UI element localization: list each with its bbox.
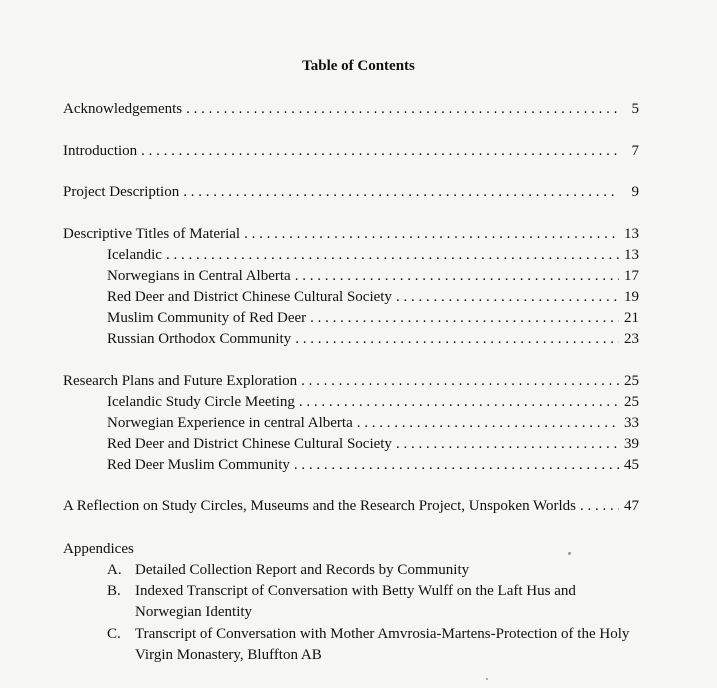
toc-entry-label: Introduction — [63, 143, 138, 159]
toc-entry-page: 47 — [624, 498, 639, 514]
toc-entry-page: 19 — [624, 289, 639, 305]
appendix-item[interactable] — [107, 582, 576, 600]
toc-entry-label: Red Deer and District Chinese Cultural Society — [107, 436, 392, 452]
scan-speck — [486, 678, 488, 680]
toc-subentry[interactable] — [107, 435, 639, 453]
leader-dots — [580, 497, 619, 515]
toc-entry-label: Norwegian Experience in central Alberta — [107, 415, 353, 431]
toc-entry-page: 21 — [624, 310, 639, 326]
appendix-title: Detailed Collection Report and Records by Community — [135, 562, 470, 578]
appendix-item[interactable] — [107, 625, 629, 643]
leader-dots — [183, 183, 619, 201]
toc-entry-page: 45 — [624, 457, 639, 473]
toc-subentry[interactable] — [107, 309, 639, 327]
leader-dots — [396, 288, 619, 306]
toc-entry-label: Descriptive Titles of Material — [63, 226, 241, 242]
toc-entry-page: 39 — [624, 436, 639, 452]
toc-entry-page: 25 — [624, 394, 639, 410]
toc-subentry[interactable] — [107, 456, 639, 474]
appendix-title: Indexed Transcript of Conversation with Betty Wulff on the Laft Hus and — [135, 583, 576, 599]
leader-dots — [244, 225, 619, 243]
appendix-letter: C. — [107, 626, 121, 642]
toc-entry-label: Research Plans and Future Exploration — [63, 373, 298, 389]
toc-entry-label: Project Description — [63, 184, 180, 200]
leader-dots — [141, 142, 619, 160]
appendix-title: Transcript of Conversation with Mother Amvrosia-Martens-Protection of the Holy — [135, 626, 630, 642]
leader-dots — [301, 372, 619, 390]
toc-entry[interactable] — [63, 372, 639, 390]
page-title: Table of Contents — [302, 58, 415, 74]
leader-dots — [295, 267, 619, 285]
toc-entry-page: 33 — [624, 415, 639, 431]
toc-subentry[interactable] — [107, 393, 639, 411]
appendix-letter: A. — [107, 562, 122, 578]
toc-subentry[interactable] — [107, 330, 639, 348]
toc-entry-page: 13 — [624, 247, 639, 263]
toc-entry-label: Acknowledgements — [63, 101, 183, 117]
toc-entry-page: 13 — [624, 226, 639, 242]
toc-entry-page: 23 — [624, 331, 639, 347]
appendix-letter: B. — [107, 583, 121, 599]
toc-entry-label: Icelandic — [107, 247, 162, 263]
toc-subentry[interactable] — [107, 267, 639, 285]
toc-entry-label: Norwegians in Central Alberta — [107, 268, 291, 284]
appendix-title-continuation: Norwegian Identity — [135, 604, 253, 620]
leader-dots — [166, 246, 619, 264]
toc-subentry[interactable] — [107, 246, 639, 264]
toc-entry-label: Icelandic Study Circle Meeting — [107, 394, 295, 410]
toc-entry[interactable] — [63, 497, 639, 515]
toc-entry[interactable] — [63, 225, 639, 243]
appendices-heading: Appendices — [63, 541, 134, 557]
leader-dots — [396, 435, 619, 453]
toc-entry-label: Red Deer and District Chinese Cultural Society — [107, 289, 392, 305]
leader-dots — [299, 393, 619, 411]
toc-entry-page: 7 — [631, 143, 639, 159]
appendix-title-continuation: Virgin Monastery, Bluffton AB — [135, 647, 322, 663]
toc-entry[interactable] — [63, 100, 639, 118]
toc-entry-label: Russian Orthodox Community — [107, 331, 292, 347]
appendix-item[interactable] — [107, 561, 469, 579]
toc-entry-page: 17 — [624, 268, 639, 284]
leader-dots — [357, 414, 619, 432]
toc-entry[interactable] — [63, 183, 639, 201]
toc-entry-page: 9 — [631, 184, 639, 200]
leader-dots — [294, 456, 619, 474]
show-through-text — [70, 82, 74, 98]
leader-dots — [310, 309, 619, 327]
toc-entry-label: A Reflection on Study Circles, Museums and the Research Project, Unspoken Worlds — [63, 498, 577, 514]
toc-entry-label: Muslim Community of Red Deer — [107, 310, 307, 326]
toc-entry-label: Red Deer Muslim Community — [107, 457, 290, 473]
leader-dots — [186, 100, 619, 118]
toc-entry-page: 5 — [631, 101, 639, 117]
toc-entry[interactable] — [63, 142, 639, 160]
toc-subentry[interactable] — [107, 414, 639, 432]
scan-speck — [568, 552, 571, 555]
leader-dots — [295, 330, 619, 348]
toc-entry-page: 25 — [624, 373, 639, 389]
toc-subentry[interactable] — [107, 288, 639, 306]
